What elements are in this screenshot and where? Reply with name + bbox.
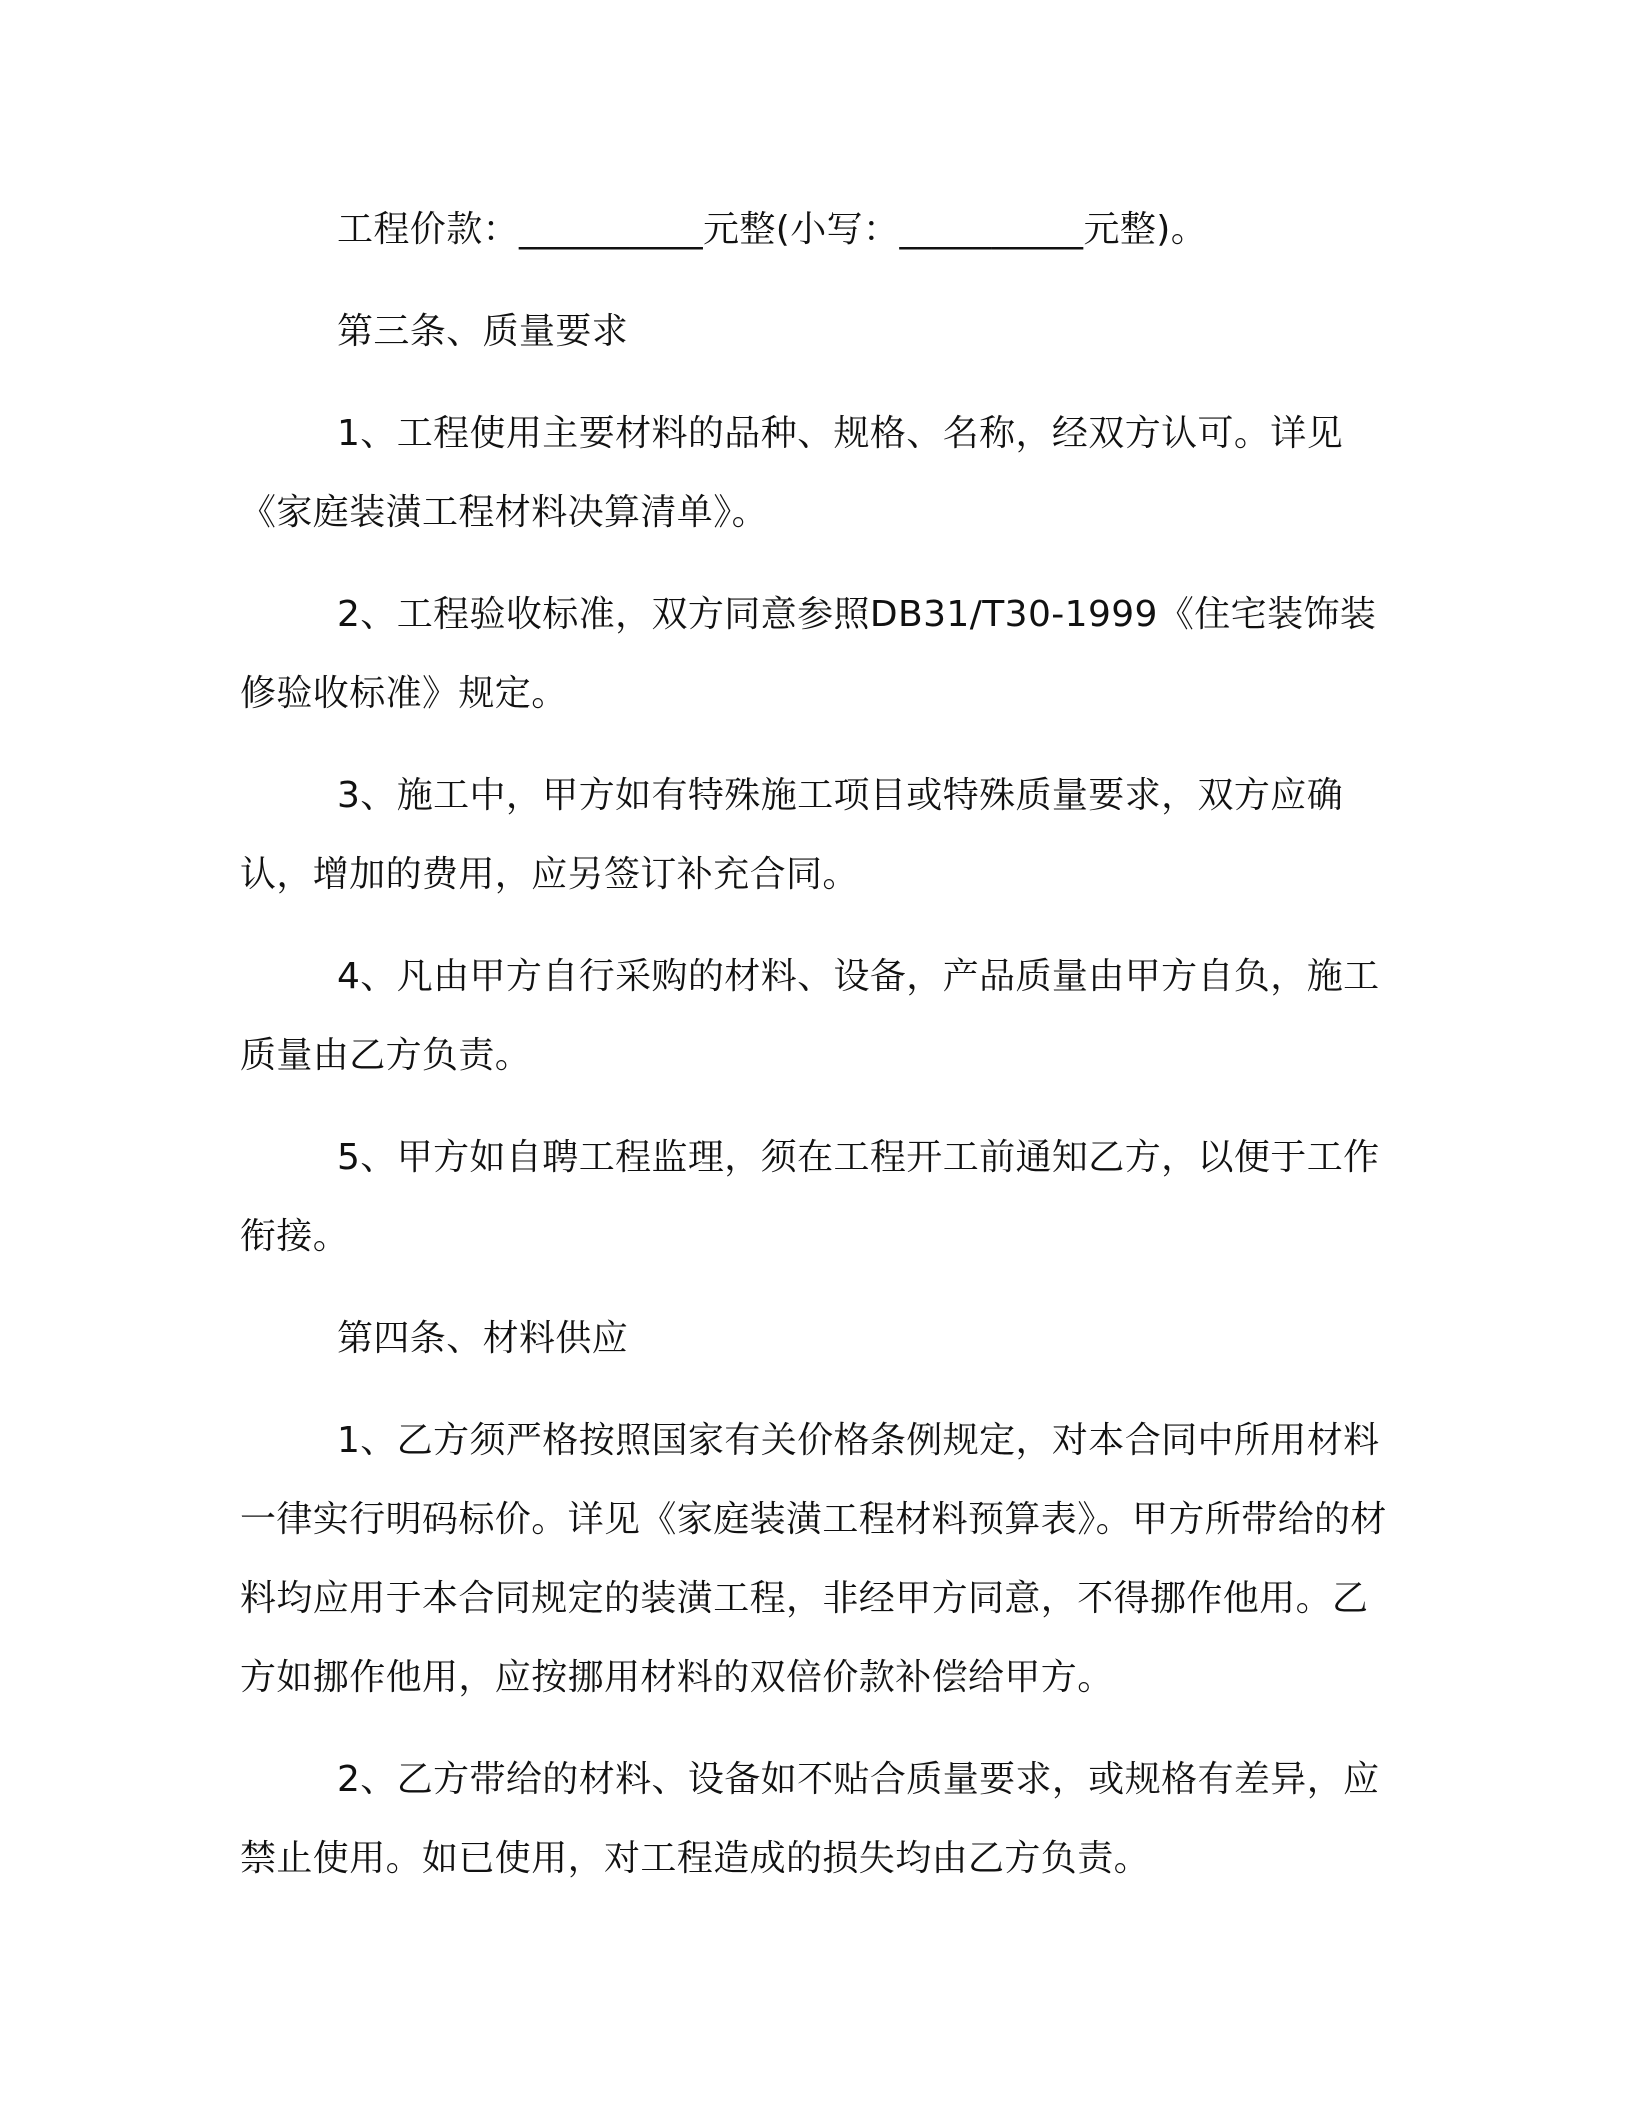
- quality-clause-4: 4、凡由甲方自行采购的材料、设备，产品质量由甲方自负，施工质量由乙方负责。: [240, 956, 1380, 1076]
- section-heading-quality: 第三条、质量要求: [337, 311, 629, 352]
- document-page: [240, 190, 1390, 1921]
- quality-clause-1: 1、工程使用主要材料的品种、规格、名称，经双方认可。详见《家庭装潢工程材料决算清单》。: [240, 413, 1344, 533]
- quality-clause-2: 2、工程验收标准，双方同意参照DB31/T30-1999《住宅装饰装修验收标准》规定。: [240, 594, 1377, 714]
- materials-clause-1: 1、乙方须严格按照国家有关价格条例规定，对本合同中所用材料一律实行明码标价。详见《家庭装潢工程材料预算表》。甲方所带给的材料均应用于本合同规定的装潢工程，非经甲方同意，不得挪作他用。乙方如挪作他用，应按挪用材料的双倍价款补偿给甲方。: [240, 1420, 1387, 1698]
- price-line: 工程价款：__________元整(小写：__________元整)。: [337, 209, 1208, 250]
- quality-clause-3: 3、施工中，甲方如有特殊施工项目或特殊质量要求，双方应确认，增加的费用，应另签订补充合同。: [240, 775, 1344, 895]
- section-heading-materials: 第四条、材料供应: [337, 1318, 629, 1359]
- materials-clause-2: 2、乙方带给的材料、设备如不贴合质量要求，或规格有差异，应禁止使用。如已使用，对工程造成的损失均由乙方负责。: [240, 1759, 1380, 1879]
- quality-clause-5: 5、甲方如自聘工程监理，须在工程开工前通知乙方，以便于工作衔接。: [240, 1137, 1380, 1257]
